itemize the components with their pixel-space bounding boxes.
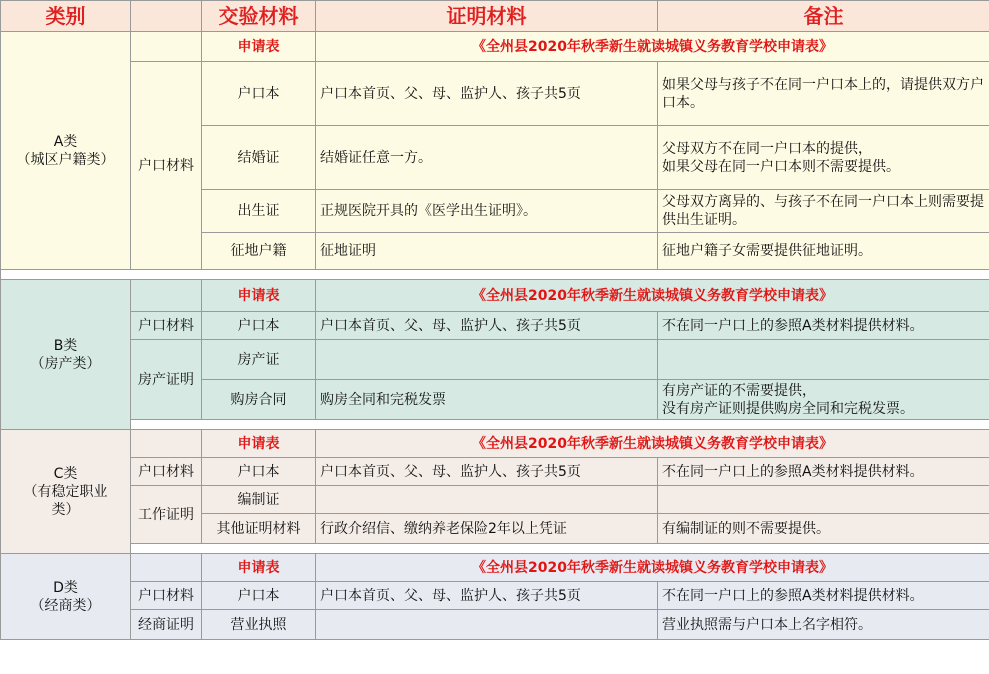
category-a: A类 （城区户籍类） <box>1 32 131 270</box>
c-other-note: 有编制证的则不需要提供。 <box>658 514 989 544</box>
a-hukou-group: 户口材料 <box>131 62 202 270</box>
c-work-group: 工作证明 <box>131 486 202 544</box>
c-row-hukou <box>1 458 989 486</box>
d-biz-group: 经商证明 <box>131 610 202 640</box>
b-row-hukou <box>1 312 989 340</box>
c-row-staff <box>1 486 989 514</box>
a-form-name: 《全州县2020年秋季新生就读城镇义务教育学校申请表》 <box>316 32 989 62</box>
d-row-hukou <box>1 582 989 610</box>
c-row-form <box>1 430 989 458</box>
c-other-proof: 行政介绍信、缴纳养老保险2年以上凭证 <box>316 514 658 544</box>
header-row <box>1 1 989 32</box>
b-row-deed <box>1 340 989 380</box>
d-row-form <box>1 554 989 582</box>
d-hukou-group: 户口材料 <box>131 582 202 610</box>
d-hukou-proof: 户口本首页、父、母、监护人、孩子共5页 <box>316 582 658 610</box>
d-license: 营业执照 <box>202 610 316 640</box>
c-staff: 编制证 <box>202 486 316 514</box>
a-hukou-proof: 户口本首页、父、母、监护人、孩子共5页 <box>316 62 658 126</box>
b-hukou-note: 不在同一户口上的参照A类材料提供材料。 <box>658 312 989 340</box>
a-birth-proof: 正规医院开具的《医学出生证明》。 <box>316 190 658 233</box>
d-hukou-book: 户口本 <box>202 582 316 610</box>
a-hukou-book: 户口本 <box>202 62 316 126</box>
d-form-label: 申请表 <box>202 554 316 582</box>
b-row-form <box>1 280 989 312</box>
d-license-note: 营业执照需与户口本上名字相符。 <box>658 610 989 640</box>
c-hukou-group: 户口材料 <box>131 458 202 486</box>
a-land-note: 征地户籍子女需要提供征地证明。 <box>658 233 989 270</box>
d-form-name: 《全州县2020年秋季新生就读城镇义务教育学校申请表》 <box>316 554 989 582</box>
b-purchase-note: 有房产证的不需要提供， 没有房产证则提供购房全同和完税发票。 <box>658 380 989 420</box>
a-form-label: 申请表 <box>202 32 316 62</box>
a-row-form <box>1 32 989 62</box>
header-materials: 交验材料 <box>202 1 316 32</box>
a-land-proof: 征地证明 <box>316 233 658 270</box>
b-hukou-proof: 户口本首页、父、母、监护人、孩子共5页 <box>316 312 658 340</box>
a-marriage-note: 父母双方不在同一户口本的提供， 如果父母在同一户口本则不需要提供。 <box>658 126 989 190</box>
a-hukou-note: 如果父母与孩子不在同一户口本上的，请提供双方户口本。 <box>658 62 989 126</box>
category-c: C类 （有稳定职业 类） <box>1 430 131 554</box>
b-purchase-proof: 购房全同和完税发票 <box>316 380 658 420</box>
a-birth-note: 父母双方离异的、与孩子不在同一户口本上则需要提供出生证明。 <box>658 190 989 233</box>
d-row-license <box>1 610 989 640</box>
a-marriage: 结婚证 <box>202 126 316 190</box>
separator <box>1 270 989 280</box>
header-category: 类别 <box>1 1 131 32</box>
category-b: B类 （房产类） <box>1 280 131 430</box>
a-birth: 出生证 <box>202 190 316 233</box>
a-row-hukou <box>1 62 989 126</box>
a-marriage-proof: 结婚证任意一方。 <box>316 126 658 190</box>
separator <box>1 544 989 554</box>
b-purchase: 购房合同 <box>202 380 316 420</box>
b-property-group: 房产证明 <box>131 340 202 420</box>
category-d: D类 （经商类） <box>1 554 131 640</box>
b-deed: 房产证 <box>202 340 316 380</box>
c-form-label: 申请表 <box>202 430 316 458</box>
a-land: 征地户籍 <box>202 233 316 270</box>
header-proof: 证明材料 <box>316 1 658 32</box>
d-hukou-note: 不在同一户口上的参照A类材料提供材料。 <box>658 582 989 610</box>
c-hukou-book: 户口本 <box>202 458 316 486</box>
c-hukou-note: 不在同一户口上的参照A类材料提供材料。 <box>658 458 989 486</box>
c-hukou-proof: 户口本首页、父、母、监护人、孩子共5页 <box>316 458 658 486</box>
b-form-name: 《全州县2020年秋季新生就读城镇义务教育学校申请表》 <box>316 280 989 312</box>
c-form-name: 《全州县2020年秋季新生就读城镇义务教育学校申请表》 <box>316 430 989 458</box>
c-other: 其他证明材料 <box>202 514 316 544</box>
b-hukou-book: 户口本 <box>202 312 316 340</box>
header-notes: 备注 <box>658 1 989 32</box>
b-form-label: 申请表 <box>202 280 316 312</box>
separator <box>1 420 989 430</box>
b-hukou-group: 户口材料 <box>131 312 202 340</box>
